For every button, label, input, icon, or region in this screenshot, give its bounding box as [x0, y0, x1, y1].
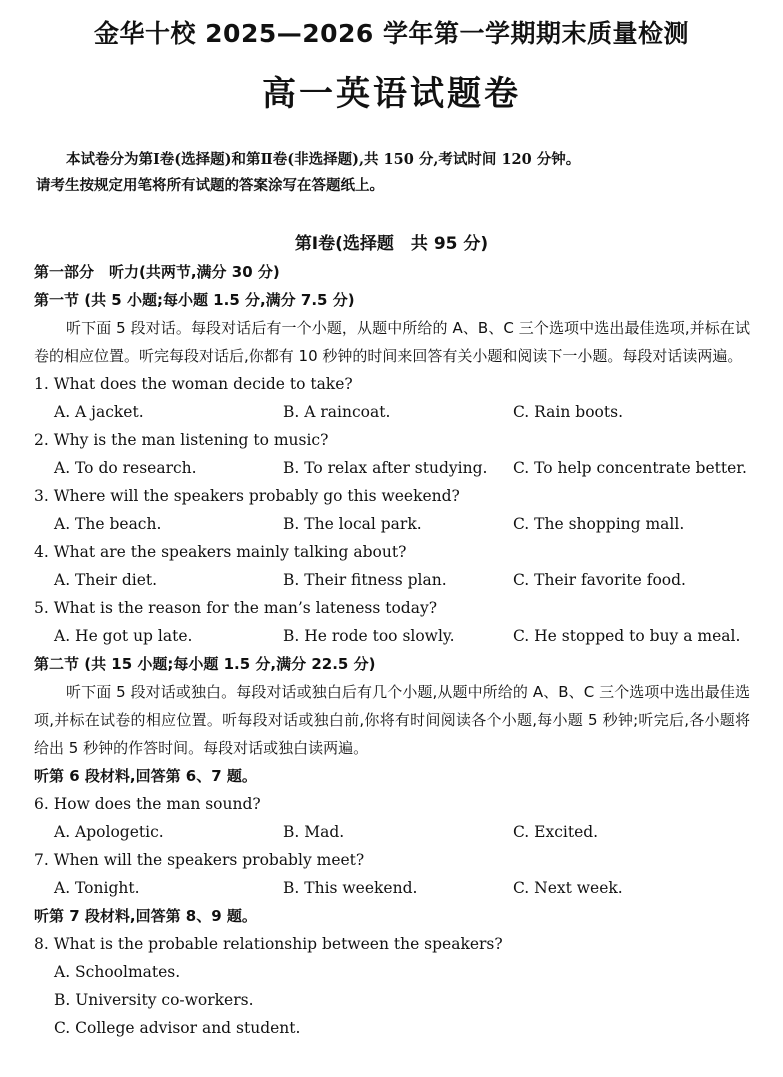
- question-5-option-c[interactable]: C. He stopped to buy a meal.: [513, 627, 741, 645]
- question-8-stem: 8. What is the probable relationship between the speakers?: [34, 935, 503, 953]
- question-4-options: [34, 566, 750, 594]
- question-5-option-b[interactable]: B. He rode too slowly.: [283, 627, 455, 645]
- paper-title: 高一英语试题卷: [262, 74, 521, 114]
- question-2-option-c[interactable]: C. To help concentrate better.: [513, 459, 747, 477]
- question-2-stem: 2. Why is the man listening to music?: [34, 431, 329, 449]
- question-1-stem: 1. What does the woman decide to take?: [34, 375, 353, 393]
- question-6-option-a[interactable]: A. Apologetic.: [54, 823, 164, 841]
- material-6-note: 听第 6 段材料,回答第 6、7 题。: [34, 767, 257, 785]
- question-6-stem: 6. How does the man sound?: [34, 795, 261, 813]
- question-5-stem: 5. What is the reason for the man’s lateness today?: [34, 599, 438, 617]
- instruction-line-1: 本试卷分为第Ⅰ卷(选择题)和第Ⅱ卷(非选择题),共 150 分,考试时间 120 分钟。: [66, 151, 581, 168]
- question-7-option-c[interactable]: C. Next week.: [513, 879, 623, 897]
- question-5-option-a[interactable]: A. He got up late.: [54, 627, 193, 645]
- question-4-option-c[interactable]: C. Their favorite food.: [513, 571, 686, 589]
- question-2-option-a[interactable]: A. To do research.: [54, 459, 197, 477]
- material-7-note: 听第 7 段材料,回答第 8、9 题。: [34, 907, 257, 925]
- question-7-option-b[interactable]: B. This weekend.: [283, 879, 418, 897]
- question-1-option-c[interactable]: C. Rain boots.: [513, 403, 623, 421]
- exam-content: [34, 258, 750, 1042]
- question-4-stem: 4. What are the speakers mainly talking about?: [34, 543, 407, 561]
- volume-1-heading: 第Ⅰ卷(选择题 共 95 分): [294, 234, 489, 254]
- question-3-options: [34, 510, 750, 538]
- question-1-option-a[interactable]: A. A jacket.: [54, 403, 144, 421]
- question-1-options: [34, 398, 750, 426]
- part-1-heading: 第一部分 听力(共两节,满分 30 分): [34, 263, 280, 281]
- question-6-option-b[interactable]: B. Mad.: [283, 823, 345, 841]
- question-4-option-a[interactable]: A. Their diet.: [54, 571, 158, 589]
- question-7-stem: 7. When will the speakers probably meet?: [34, 851, 365, 869]
- question-1-option-b[interactable]: B. A raincoat.: [283, 403, 391, 421]
- question-7-options: [34, 874, 750, 902]
- question-3-option-b[interactable]: B. The local park.: [283, 515, 422, 533]
- question-4-option-b[interactable]: B. Their fitness plan.: [283, 571, 447, 589]
- question-6-options: [34, 818, 750, 846]
- section-2-heading: 第二节 (共 15 小题;每小题 1.5 分,满分 22.5 分): [34, 655, 376, 673]
- section-2-directions: 听下面 5 段对话或独白。每段对话或独白后有几个小题,从题中所给的 A、B、C 三个选项中选出最佳选项,并标在试卷的相应位置。听每段对话或独白前,你将有时间阅读各个小题,每小题 5 秒钟;听完后,各小题将给出 5 秒钟的作答时间。每段对话或独白读两遍。: [34, 683, 750, 757]
- question-8-option-a[interactable]: A. Schoolmates.: [54, 963, 181, 981]
- instruction-line-2: 请考生按规定用笔将所有试题的答案涂写在答题纸上。: [36, 177, 384, 194]
- question-2-option-b[interactable]: B. To relax after studying.: [283, 459, 488, 477]
- question-3-option-a[interactable]: A. The beach.: [54, 515, 162, 533]
- question-8-option-c[interactable]: C. College advisor and student.: [54, 1019, 301, 1037]
- question-8-option-b[interactable]: B. University co-workers.: [54, 991, 254, 1009]
- question-3-option-c[interactable]: C. The shopping mall.: [513, 515, 685, 533]
- question-2-options: [34, 454, 750, 482]
- exam-title: 金华十校 2025—2026 学年第一学期期末质量检测: [93, 19, 690, 48]
- question-7-option-a[interactable]: A. Tonight.: [54, 879, 140, 897]
- question-5-options: [34, 622, 750, 650]
- section-1-heading: 第一节 (共 5 小题;每小题 1.5 分,满分 7.5 分): [34, 291, 355, 309]
- question-6-option-c[interactable]: C. Excited.: [513, 823, 599, 841]
- section-1-directions: 听下面 5 段对话。每段对话后有一个小题，从题中所给的 A、B、C 三个选项中选出最佳选项,并标在试卷的相应位置。听完每段对话后,你都有 10 秒钟的时间来回答有关小题和阅读下一小题。每段对话读两遍。: [34, 319, 750, 365]
- question-3-stem: 3. Where will the speakers probably go this weekend?: [34, 487, 460, 505]
